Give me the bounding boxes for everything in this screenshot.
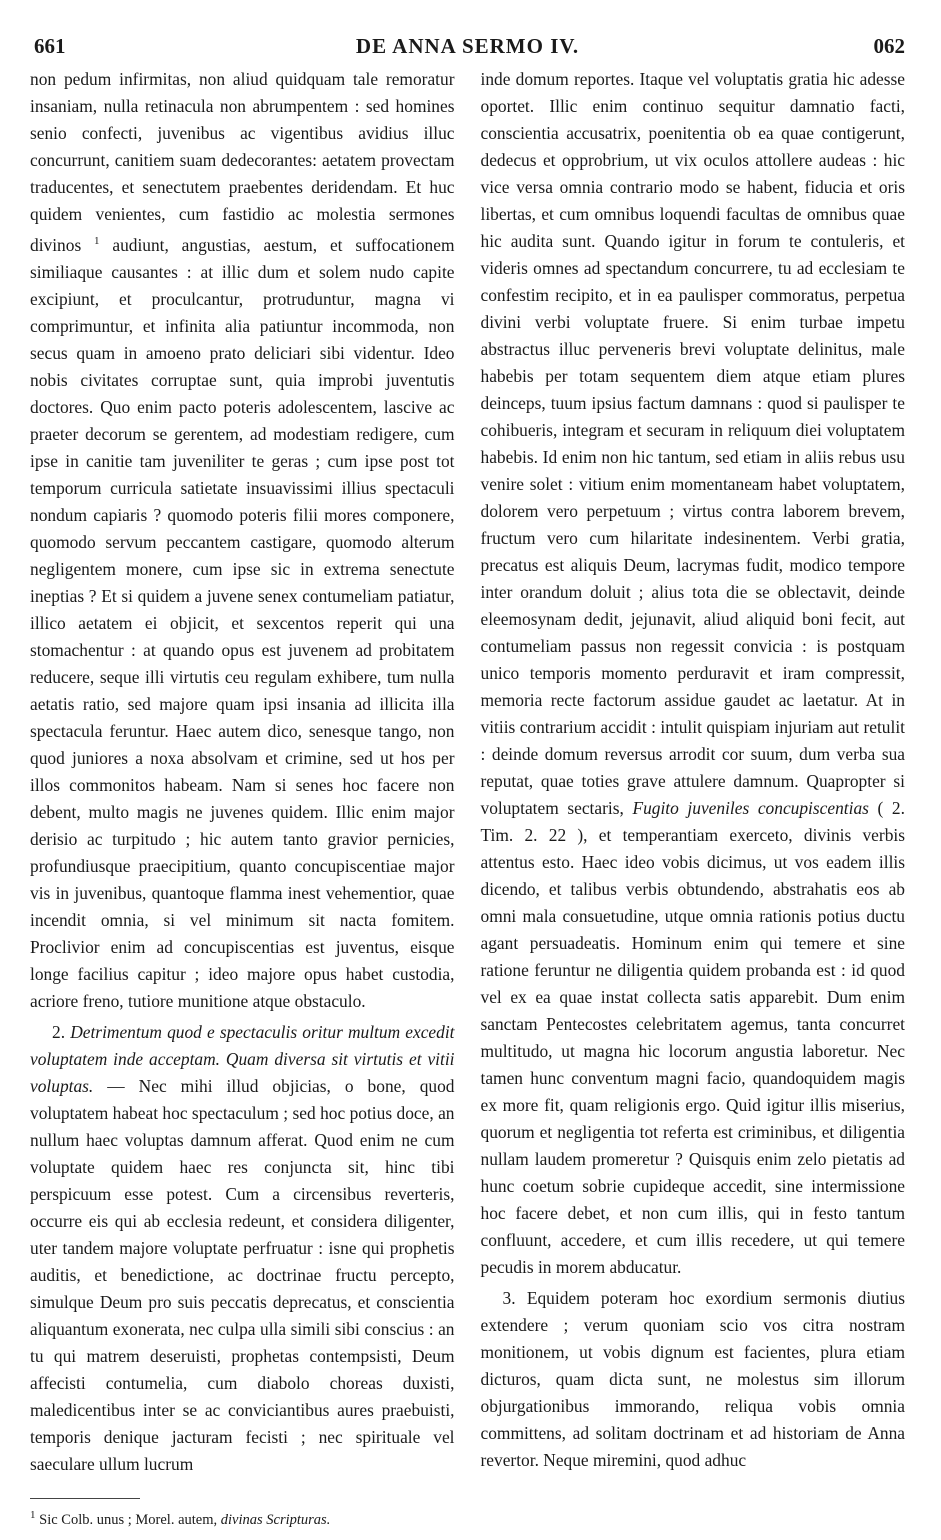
right-p1-text: inde domum reportes. Itaque vel voluptatis gratia hic adesse oportet. Illic enim continuo sequitur damnatio facti, conscientia accusatrix, poenitentia ob ea quae contigerunt, dedecus et opprobrium, ut vix oculos attollere audeas : hic vice versa omnia contrario modo se habent, fiducia et oris libertas, et cum omnibus loquendi facultas de omnibus quae hic audita sunt. Quando igitur in forum te contuleris, et videris omnes ad spectandum concurrere, tu ad ecclesiam te confestim recipito, et in ea paulisper commoratus, perpetua divini verbi voluptate fruere. Si enim turbae impetu abstractus illuc perveneris brevi voluptate delinitus, male habebis per totam sequentem diem atque etiam plures deinceps, tuum ipsius factum damnans : quod si paulisper te cohibueris, integram et securam in reliquum diei voluptatem habebis. Id enim non hic tantum, sed etiam in aliis rebus usu venire solet : vitium enim momentaneam habet voluptatem, dolorem vero perpetuum ; virtus contra laborem brevem, fructum vero cum hilaritate indesinentem. Verbi gratia, precatus est aliquis Deum, lacrymas fudit, modico tempore inter orandum doluit ; alius tota die se oblectavit, deinde eleemosynam dedit, jejunavit, aliud aliquid boni fecit, aut contumeliam passus non regessit convicia : is postquam unico temporis momento perduravit et iram compressit, memoria recte factorum assidue gaudet ac laetatur. At in vitiis contrarium accidit : intulit quispiam injuriam aut retulit : deinde domum reversus arrodit cor suum, dum verba sua reputat, quae toties grave attulere damnum. Quapropter si voluptatem sectaris,: [480, 69, 905, 818]
right-p2-text: Equidem poteram hoc exordium sermonis diutius extendere ; verum quoniam scio vos citra nostram monitionem, ut vobis dignum est facientes, plura etiam dicturos, quam dicta sunt, ne molestus sim illorum objurgationibus immorando, reliqua vobis omnia committens, ad solitam doctrinam et ad historiam de Anna revertor. Neque miremini, quod adhuc: [480, 1288, 905, 1470]
footnote-text: Sic Colb. unus ; Morel. autem,: [39, 1511, 218, 1528]
section-number-2: 2.: [52, 1021, 66, 1042]
footnote-rule: [30, 1498, 140, 1499]
page-number-right: 062: [873, 34, 905, 58]
text-columns: [30, 66, 905, 1530]
footnote-mark: 1: [30, 1508, 36, 1521]
scripture-reference: ( 2. Tim. 2. 22 ),: [480, 798, 905, 845]
left-p1-text: non pedum infirmitas, non aliud quidquam tale remoratur insaniam, nulla retinacula non abrumpentem : sed homines senio confecti, juvenibus ac vigentibus avidius illuc concurrunt, canitiem suam dedecorantes: aetatem provectam traducentes, et senectutem praebentes deridendam. Et huc quidem venientes, cum fastidio ac molestia sermones divinos: [30, 69, 455, 255]
scripture-quote: Fugito juveniles concupiscentias: [632, 798, 869, 818]
footnote-italic: divinas Scripturas.: [220, 1511, 331, 1528]
right-p1-continuation: et temperantiam exerceto, divinis verbis attentus esto. Haec ideo vobis dicimus, ut vos eadem illis dicendo, et talibus verbis obtundendo, abstrahatis eos ab omni mala consuetudine, utque omnia rationis potius ductu agant persuadeatis. Hominum enim qui temere et sine ratione feruntur ne diligentia quidem probanda est : id quod vel ex ea quae instat collecta satis apparebit. Dum enim sanctam Pentecostes celebritatem agemus, tanta concurret multitudo, ut magna hic locorum angustia laboretur. Nec tamen hunc conventum magni facio, quandoquidem magis ex more fit, quam religionis ergo. Quid igitur illis miserius, quorum et negligentia tot referta est criminibus, et diligentia nullam laudem promeretur ? Quisquis enim zelo pietatis ad hunc coetum sobrie cupideque accedit, sine intermissione hoc facere debet, et non cum illis, qui in festo tantum confluunt, accedere, et cum illis recedere, ut qui temere pecudis in morem abducatur.: [480, 825, 905, 1277]
left-column: [30, 66, 455, 1530]
left-paragraph-1: [30, 66, 455, 1015]
section-2-summary: Detrimentum quod e spectaculis oritur multum excedit voluptatem inde acceptam. Quam diversa sit virtutis et vitii voluptas.: [30, 1021, 455, 1096]
left-p2-text: — Nec mihi illud objicias, o bone, quod voluptatem habeat hoc spectaculum ; sed hoc potius doce, an nullum haec voluptas damnum afferat. Quod enim ne cum voluptate quidem haec res conjuncta sit, hinc tibi perspicuum esse potest. Cum a circensibus reverteris, occurre eis qui ab ecclesia redeunt, et considera diligenter, uter tandem majore voluptate perfruatur : isne qui prophetis auditis, et benedictione, ac doctrinae fructu percepto, simulque Deum pro suis peccatis deprecatus, et conscientia aliquantum exonerata, nec culpa ulla simili sibi conscius : an tu qui matrem deseruisti, prophetas contempsisti, Deum affecisti contumelia, cum diabolo choreas duxisti, maledicentibus inter se ac conviciantibus aures praebuisti, temporis denique jacturam fecisti ; nec spirituale vel saeculare ullum lucrum: [30, 1075, 455, 1474]
running-header: [30, 30, 905, 70]
page-number-left: 661: [34, 34, 66, 58]
right-paragraph-1: [481, 66, 906, 1281]
footnote: [30, 1505, 455, 1530]
footnote-ref: 1: [94, 235, 100, 247]
right-column: [481, 66, 906, 1530]
right-paragraph-2: [481, 1285, 906, 1474]
running-title: DE ANNA SERMO IV.: [355, 34, 580, 58]
left-p1-continuation: audiunt, angustias, aestum, et suffocationem similiaque causantes : at illic dum et solem nudo capite excipiunt, et proculcantur, protruduntur, magna vi comprimuntur, et infinita alia patiuntur incommoda, non secus quam in amoeno prato deliciari sibi videntur. Ideo nobis civitates corruptae sunt, quia improbi juventutis doctores. Quo enim pacto poteris adolescentem, lascive ac praeter decorum se gerentem, ad modestiam redigere, cum ipse in canitie tam juveniliter te geras ; cum ipse post tot temporum curricula satietate insuavissimi illius spectaculi nondum capiaris ? quomodo poteris filii mores componere, quomodo servum peccantem castigare, quomodo alterum negligentem monere, cum ipse sic in extrema senectute ineptias ? Et si quidem a juvene senex contumeliam patiatur, illico aetatem ei objicit, et sexcentos reperit qui una stomachentur : at quando opus est juvenem ad probitatem reducere, seque illi virtutis ceu regulam exhibere, tum nulla aetatis ratio, sed majore quam ipsi insania ad illicita illa spectacula feruntur. Haec autem dico, senesque tango, non quod juniores a noxa absolvam et crimine, sed ut hos per illos commonitos habeam. Nam si senes hoc facere non debent, multo magis ne juvenes quidem. Illic enim major derisio ac turpitudo ; hic autem tanto gravior pernicies, profundiusque praecipitium, quanto concupiscentiae major vis in juvenibus, quantoque flamma inest vehementior, quae incendit omnia, si vel minimum sit nacta fomitem. Proclivior enim ad concupiscentias est juventus, eisque longe facilius capitur ; ideo majore opus habet custodia, acriore freno, tutiore munitione atque obstaculo.: [30, 234, 455, 1011]
left-paragraph-2: [30, 1019, 455, 1478]
section-number-3: 3.: [502, 1288, 516, 1308]
